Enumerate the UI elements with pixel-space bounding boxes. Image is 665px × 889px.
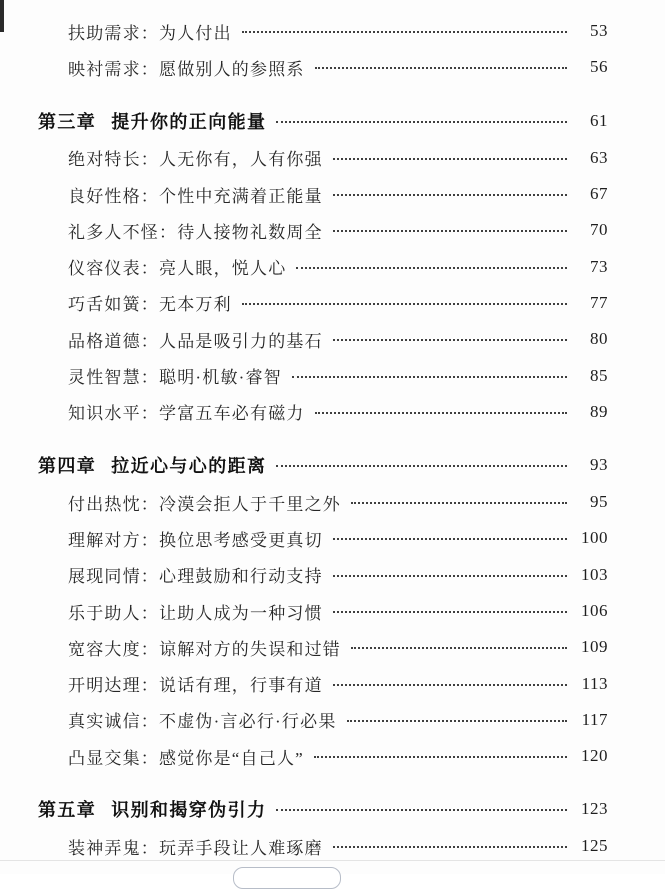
toc-entry	[0, 629, 665, 665]
toc-entry	[0, 394, 665, 430]
dot-leader	[333, 158, 567, 160]
toc-entry-label: 良好性格：个性中充满着正能量	[68, 186, 323, 206]
dot-leader	[333, 339, 567, 341]
toc-entry-label: 绝对特长：人无你有，人有你强	[68, 150, 323, 170]
toc-entry-page: 67	[590, 184, 608, 204]
toc-entry	[0, 13, 665, 49]
toc-entry-page: 70	[590, 220, 608, 240]
dot-leader	[296, 267, 567, 269]
toc-entry	[0, 140, 665, 176]
toc-entry-label: 开明达理：说话有理，行事有道	[68, 676, 323, 696]
dot-leader	[333, 230, 567, 232]
toc-entry-page: 123	[581, 799, 608, 819]
dot-leader	[351, 647, 567, 649]
dot-leader	[347, 720, 567, 722]
toc-entry-page: 56	[590, 57, 608, 77]
dot-leader	[333, 194, 567, 196]
toc-entry	[0, 321, 665, 357]
toc-entry	[0, 176, 665, 212]
toc-entry-page: 53	[590, 21, 608, 41]
dot-leader	[315, 412, 567, 414]
toc-entry-page: 95	[590, 492, 608, 512]
dot-leader	[333, 575, 567, 577]
toc-entry-page: 117	[581, 709, 608, 729]
toc-entry-label: 知识水平：学富五车必有磁力	[68, 404, 305, 424]
dot-leader	[242, 31, 567, 33]
toc-entry-label: 品格道德：人品是吸引力的基石	[68, 331, 323, 351]
toc-entry-label: 乐于助人：让助人成为一种习惯	[68, 603, 323, 623]
dot-leader	[242, 303, 567, 305]
toc-entry-page: 109	[581, 637, 608, 657]
toc-chapter-entry	[0, 446, 665, 484]
toc-entry-page: 89	[590, 401, 608, 421]
toc-entry-page: 106	[581, 601, 608, 620]
dot-leader	[333, 538, 567, 540]
toc-entry-page: 103	[581, 564, 608, 584]
toc-entry	[0, 593, 665, 629]
toc-entry-page: 73	[590, 256, 608, 276]
toc-entry-page: 85	[590, 365, 608, 385]
toc-entry	[0, 212, 665, 248]
toc-entry-label: 理解对方：换位思考感受更真切	[68, 530, 323, 550]
chapter-title: 识别和揭穿伪引力	[111, 800, 267, 821]
toc-entry	[0, 665, 665, 701]
toc-entry	[0, 285, 665, 321]
toc-chapter-entry	[0, 102, 665, 140]
chapter-number: 第四章	[38, 455, 97, 476]
toc-entry	[0, 484, 665, 520]
toc-entry-page: 77	[590, 292, 608, 312]
dot-leader	[333, 684, 567, 686]
toc-entry	[0, 557, 665, 593]
viewer-bottom-divider	[0, 860, 665, 861]
toc-entry	[0, 248, 665, 284]
toc-entry-label: 礼多人不怪：待人接物礼数周全	[68, 222, 323, 242]
dot-leader	[314, 756, 567, 758]
table-of-contents	[0, 13, 665, 865]
dot-leader	[351, 502, 567, 504]
toc-entry-page: 63	[590, 147, 608, 167]
toc-entry	[0, 520, 665, 556]
toc-entry-label: 灵性智慧：聪明·机敏·睿智	[68, 368, 282, 388]
toc-entry-label: 真实诚信：不虚伪·言必行·行必果	[68, 712, 337, 732]
dot-leader	[292, 376, 567, 378]
chapter-number: 第五章	[38, 800, 97, 821]
toc-entry-page: 120	[581, 746, 608, 766]
chapter-number: 第三章	[38, 111, 97, 132]
toc-entry-label: 宽容大度：谅解对方的失误和过错	[68, 639, 341, 659]
dot-leader	[333, 846, 567, 848]
toc-entry	[0, 738, 665, 774]
dot-leader	[276, 465, 567, 467]
toc-entry-label: 付出热忱：冷漠会拒人于千里之外	[68, 494, 341, 514]
chapter-title: 提升你的正向能量	[111, 111, 267, 132]
chapter-title: 拉近心与心的距离	[111, 455, 267, 476]
dot-leader	[315, 67, 567, 69]
toc-entry-label: 映衬需求：愿做别人的参照系	[68, 59, 305, 79]
toc-chapter-entry	[0, 790, 665, 828]
toc-entry-page: 100	[581, 528, 608, 548]
toc-entry	[0, 702, 665, 738]
toc-entry-label: 展现同情：心理鼓励和行动支持	[68, 567, 323, 587]
toc-entry-page: 80	[590, 329, 608, 349]
toc-entry-label: 仪容仪表：亮人眼，悦人心	[68, 259, 287, 279]
toc-entry	[0, 49, 665, 85]
toc-entry-label: 巧舌如簧：无本万利	[68, 295, 232, 315]
dot-leader	[276, 121, 567, 123]
toc-entry-label: 凸显交集：感觉你是“自己人”	[68, 748, 304, 768]
toc-entry-label: 扶助需求：为人付出	[68, 23, 232, 43]
toc-entry-page: 61	[590, 110, 608, 130]
toc-entry-page: 125	[581, 836, 608, 856]
toc-entry-page: 113	[581, 673, 608, 693]
page-chip[interactable]	[233, 867, 341, 889]
toc-entry	[0, 357, 665, 393]
toc-entry-page: 93	[590, 454, 608, 474]
dot-leader	[276, 809, 567, 811]
dot-leader	[333, 611, 567, 613]
toc-entry-label: 装神弄鬼：玩弄手段让人难琢磨	[68, 838, 323, 858]
